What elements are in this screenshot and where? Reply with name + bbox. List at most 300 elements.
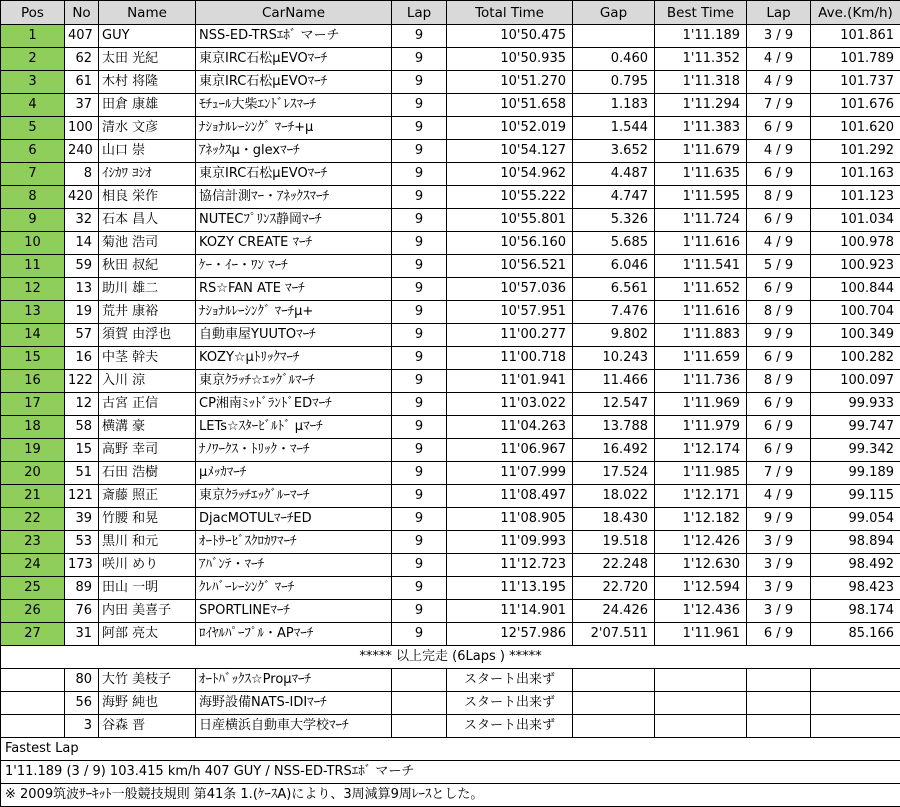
result-car-name: LETs☆ｽﾀｰﾋﾞﾙﾄﾞ μﾏｰﾁ — [196, 416, 392, 439]
result-gap: 1.544 — [573, 117, 655, 140]
footnote-row — [1, 784, 900, 807]
result-gap: 12.547 — [573, 393, 655, 416]
result-pos: 2 — [1, 48, 65, 71]
result-total-time: 12'57.986 — [447, 623, 573, 646]
result-best-lap: 7 / 9 — [747, 462, 811, 485]
result-best-time: 1'11.985 — [655, 462, 747, 485]
result-laps: 9 — [392, 577, 447, 600]
result-pos: 11 — [1, 255, 65, 278]
result-pos: 3 — [1, 71, 65, 94]
result-row — [1, 324, 900, 347]
result-laps: 9 — [392, 48, 447, 71]
result-best-lap: 4 / 9 — [747, 48, 811, 71]
result-average-speed: 101.676 — [811, 94, 900, 117]
result-driver-name: 山口 崇 — [99, 140, 196, 163]
result-pos: 16 — [1, 370, 65, 393]
result-average-speed: 100.844 — [811, 278, 900, 301]
result-number: 8 — [65, 163, 99, 186]
result-row — [1, 508, 900, 531]
result-best-time: 1'11.595 — [655, 186, 747, 209]
result-gap: 3.652 — [573, 140, 655, 163]
result-number: 58 — [65, 416, 99, 439]
result-laps: 9 — [392, 94, 447, 117]
result-driver-name: 相良 栄作 — [99, 186, 196, 209]
fastest-lap-label: Fastest Lap — [1, 738, 900, 761]
result-row — [1, 209, 900, 232]
result-car-name: SPORTLINEﾏｰﾁ — [196, 600, 392, 623]
result-total-time: 11'12.723 — [447, 554, 573, 577]
result-gap: 18.022 — [573, 485, 655, 508]
result-pos: 22 — [1, 508, 65, 531]
dns-pos-empty — [1, 692, 65, 715]
result-pos: 7 — [1, 163, 65, 186]
dns-row — [1, 692, 900, 715]
result-row — [1, 577, 900, 600]
result-total-time: 10'57.036 — [447, 278, 573, 301]
result-number: 37 — [65, 94, 99, 117]
fastest-lap-detail: 1'11.189 (3 / 9) 103.415 km/h 407 GUY / NSS-ED-TRSｴﾎﾞ マーチ — [1, 761, 900, 784]
result-number: 100 — [65, 117, 99, 140]
result-best-lap: 6 / 9 — [747, 439, 811, 462]
result-total-time: 10'56.521 — [447, 255, 573, 278]
result-gap: 6.046 — [573, 255, 655, 278]
result-laps: 9 — [392, 232, 447, 255]
dns-best-empty — [655, 715, 747, 738]
result-gap: 6.561 — [573, 278, 655, 301]
result-row — [1, 163, 900, 186]
header-average-speed: Ave.(Km/h) — [811, 1, 900, 25]
result-row — [1, 370, 900, 393]
result-driver-name: 助川 雄二 — [99, 278, 196, 301]
result-average-speed: 100.923 — [811, 255, 900, 278]
result-car-name: ｱﾊﾞﾝﾃ・ﾏｰﾁ — [196, 554, 392, 577]
dns-lap-empty — [392, 692, 447, 715]
dns-pos-empty — [1, 669, 65, 692]
result-car-name: ｱﾈｯｸｽμ・glexﾏｰﾁ — [196, 140, 392, 163]
result-car-name: ﾅｼｮﾅﾙﾚｰｼﾝｸﾞ ﾏｰﾁμ+ — [196, 301, 392, 324]
result-driver-name: 入川 涼 — [99, 370, 196, 393]
result-number: 122 — [65, 370, 99, 393]
result-car-name: KOZY CREATE ﾏｰﾁ — [196, 232, 392, 255]
result-gap: 13.788 — [573, 416, 655, 439]
result-average-speed: 85.166 — [811, 623, 900, 646]
header-gap: Gap — [573, 1, 655, 25]
result-best-time: 1'11.635 — [655, 163, 747, 186]
dns-pos-empty — [1, 715, 65, 738]
result-total-time: 10'50.935 — [447, 48, 573, 71]
result-row — [1, 600, 900, 623]
result-pos: 23 — [1, 531, 65, 554]
result-pos: 8 — [1, 186, 65, 209]
header-total-time: Total Time — [447, 1, 573, 25]
result-number: 15 — [65, 439, 99, 462]
header-row — [1, 1, 900, 25]
result-average-speed: 101.861 — [811, 25, 900, 48]
result-car-name: NUTECﾌﾟﾘﾝｽ静岡ﾏｰﾁ — [196, 209, 392, 232]
result-best-lap: 6 / 9 — [747, 209, 811, 232]
result-car-name: 東京ｸﾗｯﾁｴｯｸﾞﾙｰﾏｰﾁ — [196, 485, 392, 508]
result-total-time: 11'01.941 — [447, 370, 573, 393]
result-average-speed: 100.097 — [811, 370, 900, 393]
result-total-time: 11'06.967 — [447, 439, 573, 462]
result-laps: 9 — [392, 278, 447, 301]
result-driver-name: ｲｼｶﾜ ﾖｼｵ — [99, 163, 196, 186]
result-number: 32 — [65, 209, 99, 232]
result-best-time: 1'11.961 — [655, 623, 747, 646]
result-pos: 5 — [1, 117, 65, 140]
result-total-time: 11'03.022 — [447, 393, 573, 416]
result-car-name: ｹｰ・ｲｰ・ﾜﾝ ﾏｰﾁ — [196, 255, 392, 278]
result-best-lap: 8 / 9 — [747, 301, 811, 324]
result-driver-name: 黒川 和元 — [99, 531, 196, 554]
result-gap: 0.795 — [573, 71, 655, 94]
result-best-time: 1'12.182 — [655, 508, 747, 531]
result-laps: 9 — [392, 623, 447, 646]
result-driver-name: 田倉 康雄 — [99, 94, 196, 117]
result-car-name: 自動車屋YUUTOﾏｰﾁ — [196, 324, 392, 347]
result-number: 420 — [65, 186, 99, 209]
dns-driver-name: 谷森 晋 — [99, 715, 196, 738]
result-driver-name: 太田 光紀 — [99, 48, 196, 71]
result-pos: 15 — [1, 347, 65, 370]
result-laps: 9 — [392, 25, 447, 48]
result-laps: 9 — [392, 117, 447, 140]
result-row — [1, 462, 900, 485]
result-average-speed: 99.115 — [811, 485, 900, 508]
result-total-time: 11'00.277 — [447, 324, 573, 347]
result-laps: 9 — [392, 347, 447, 370]
result-average-speed: 98.492 — [811, 554, 900, 577]
result-best-time: 1'11.318 — [655, 71, 747, 94]
result-best-lap: 3 / 9 — [747, 25, 811, 48]
result-best-time: 1'12.426 — [655, 531, 747, 554]
result-best-lap: 8 / 9 — [747, 186, 811, 209]
result-gap: 7.476 — [573, 301, 655, 324]
result-average-speed: 100.282 — [811, 347, 900, 370]
dns-row — [1, 669, 900, 692]
result-average-speed: 101.789 — [811, 48, 900, 71]
result-laps: 9 — [392, 462, 447, 485]
result-average-speed: 100.978 — [811, 232, 900, 255]
result-car-name: 東京IRC石松μEVOﾏｰﾁ — [196, 71, 392, 94]
result-best-lap: 3 / 9 — [747, 577, 811, 600]
result-row — [1, 301, 900, 324]
dns-gap-empty — [573, 692, 655, 715]
result-pos: 27 — [1, 623, 65, 646]
result-number: 19 — [65, 301, 99, 324]
result-total-time: 10'51.270 — [447, 71, 573, 94]
dns-row — [1, 715, 900, 738]
fastest-lap-detail-row — [1, 761, 900, 784]
result-best-time: 1'11.679 — [655, 140, 747, 163]
result-row — [1, 416, 900, 439]
dns-status: スタート出来ず — [447, 715, 573, 738]
result-best-time: 1'11.659 — [655, 347, 747, 370]
result-driver-name: 高野 幸司 — [99, 439, 196, 462]
dns-car-name: 海野設備NATS-IDIﾏｰﾁ — [196, 692, 392, 715]
result-laps: 9 — [392, 485, 447, 508]
dns-status: スタート出来ず — [447, 669, 573, 692]
result-total-time: 11'08.905 — [447, 508, 573, 531]
result-best-lap: 9 / 9 — [747, 324, 811, 347]
result-number: 59 — [65, 255, 99, 278]
result-gap: 2'07.511 — [573, 623, 655, 646]
result-best-time: 1'11.352 — [655, 48, 747, 71]
result-average-speed: 101.123 — [811, 186, 900, 209]
result-laps: 9 — [392, 140, 447, 163]
dns-gap-empty — [573, 669, 655, 692]
result-row — [1, 71, 900, 94]
result-average-speed: 101.737 — [811, 71, 900, 94]
result-number: 407 — [65, 25, 99, 48]
footer-body — [1, 738, 900, 807]
result-row — [1, 393, 900, 416]
result-best-lap: 6 / 9 — [747, 117, 811, 140]
result-gap: 9.802 — [573, 324, 655, 347]
results-body — [1, 25, 900, 646]
result-laps: 9 — [392, 324, 447, 347]
result-driver-name: 木村 将隆 — [99, 71, 196, 94]
dns-bestlap-empty — [747, 669, 811, 692]
result-best-time: 1'11.724 — [655, 209, 747, 232]
result-average-speed: 99.189 — [811, 462, 900, 485]
header-pos: Pos — [1, 1, 65, 25]
result-gap: 18.430 — [573, 508, 655, 531]
result-gap: 10.243 — [573, 347, 655, 370]
header-name: Name — [99, 1, 196, 25]
result-best-time: 1'11.189 — [655, 25, 747, 48]
dns-ave-empty — [811, 692, 900, 715]
dns-number: 80 — [65, 669, 99, 692]
result-laps: 9 — [392, 209, 447, 232]
result-gap: 0.460 — [573, 48, 655, 71]
result-laps: 9 — [392, 554, 447, 577]
result-best-lap: 4 / 9 — [747, 232, 811, 255]
result-best-time: 1'11.979 — [655, 416, 747, 439]
result-row — [1, 439, 900, 462]
result-total-time: 11'04.263 — [447, 416, 573, 439]
result-total-time: 10'55.222 — [447, 186, 573, 209]
result-number: 173 — [65, 554, 99, 577]
result-average-speed: 98.174 — [811, 600, 900, 623]
result-average-speed: 101.292 — [811, 140, 900, 163]
header-best-lap: Lap — [747, 1, 811, 25]
dns-car-name: ｵｰﾄﾊﾞｯｸｽ☆Proμﾏｰﾁ — [196, 669, 392, 692]
result-best-time: 1'11.969 — [655, 393, 747, 416]
dns-bestlap-empty — [747, 715, 811, 738]
result-best-lap: 3 / 9 — [747, 600, 811, 623]
result-total-time: 11'00.718 — [447, 347, 573, 370]
result-number: 51 — [65, 462, 99, 485]
result-best-time: 1'11.652 — [655, 278, 747, 301]
header-carname: CarName — [196, 1, 392, 25]
result-row — [1, 531, 900, 554]
result-total-time: 10'57.951 — [447, 301, 573, 324]
result-total-time: 11'07.999 — [447, 462, 573, 485]
result-best-time: 1'12.594 — [655, 577, 747, 600]
result-row — [1, 140, 900, 163]
result-total-time: 10'50.475 — [447, 25, 573, 48]
result-total-time: 11'14.901 — [447, 600, 573, 623]
dns-lap-empty — [392, 715, 447, 738]
result-driver-name: 石田 浩樹 — [99, 462, 196, 485]
result-driver-name: 古宮 正信 — [99, 393, 196, 416]
result-pos: 21 — [1, 485, 65, 508]
result-best-lap: 4 / 9 — [747, 71, 811, 94]
result-total-time: 10'52.019 — [447, 117, 573, 140]
result-car-name: NSS-ED-TRSｴﾎﾞ マーチ — [196, 25, 392, 48]
result-gap: 4.747 — [573, 186, 655, 209]
result-total-time: 11'09.993 — [447, 531, 573, 554]
result-best-lap: 7 / 9 — [747, 94, 811, 117]
result-car-name: DjacMOTULﾏｰﾁED — [196, 508, 392, 531]
result-gap: 1.183 — [573, 94, 655, 117]
result-average-speed: 99.747 — [811, 416, 900, 439]
result-pos: 6 — [1, 140, 65, 163]
result-driver-name: 咲川 めり — [99, 554, 196, 577]
header-best-time: Best Time — [655, 1, 747, 25]
result-number: 12 — [65, 393, 99, 416]
result-pos: 1 — [1, 25, 65, 48]
result-driver-name: 内田 美喜子 — [99, 600, 196, 623]
result-pos: 14 — [1, 324, 65, 347]
result-car-name: CP湘南ﾐｯﾄﾞﾗﾝﾄﾞEDﾏｰﾁ — [196, 393, 392, 416]
footnote: ※ 2009筑波ｻｰｷｯﾄ一般競技規則 第41条 1.(ｹｰｽA)により、3周減算9周ﾚｰｽとした。 — [1, 784, 900, 807]
result-average-speed: 100.349 — [811, 324, 900, 347]
result-average-speed: 100.704 — [811, 301, 900, 324]
result-total-time: 10'56.160 — [447, 232, 573, 255]
result-gap: 16.492 — [573, 439, 655, 462]
result-best-time: 1'12.171 — [655, 485, 747, 508]
result-average-speed: 99.342 — [811, 439, 900, 462]
result-average-speed: 98.423 — [811, 577, 900, 600]
result-car-name: 協信計測ﾏｰ・ｱﾈｯｸｽﾏｰﾁ — [196, 186, 392, 209]
result-number: 39 — [65, 508, 99, 531]
result-car-name: 東京IRC石松μEVOﾏｰﾁ — [196, 48, 392, 71]
result-pos: 12 — [1, 278, 65, 301]
result-best-lap: 4 / 9 — [747, 485, 811, 508]
result-number: 53 — [65, 531, 99, 554]
result-car-name: 東京IRC石松μEVOﾏｰﾁ — [196, 163, 392, 186]
result-driver-name: 荒井 康裕 — [99, 301, 196, 324]
result-row — [1, 347, 900, 370]
result-best-time: 1'11.736 — [655, 370, 747, 393]
result-gap — [573, 25, 655, 48]
result-number: 61 — [65, 71, 99, 94]
dns-best-empty — [655, 692, 747, 715]
result-best-time: 1'11.883 — [655, 324, 747, 347]
result-pos: 19 — [1, 439, 65, 462]
result-average-speed: 101.034 — [811, 209, 900, 232]
result-gap: 4.487 — [573, 163, 655, 186]
result-row — [1, 94, 900, 117]
finish-note: ***** 以上完走 (6Laps ) ***** — [1, 646, 900, 669]
result-number: 240 — [65, 140, 99, 163]
result-laps: 9 — [392, 163, 447, 186]
dns-lap-empty — [392, 669, 447, 692]
result-driver-name: GUY — [99, 25, 196, 48]
result-car-name: ﾓﾁｭｰﾙ大柴ｴﾝﾄﾞﾚｽﾏｰﾁ — [196, 94, 392, 117]
result-pos: 20 — [1, 462, 65, 485]
result-best-lap: 6 / 9 — [747, 347, 811, 370]
result-car-name: ﾅｼｮﾅﾙﾚｰｼﾝｸﾞ ﾏｰﾁ+μ — [196, 117, 392, 140]
result-driver-name: 清水 文彦 — [99, 117, 196, 140]
extra-body — [1, 646, 900, 669]
result-row — [1, 48, 900, 71]
result-number: 31 — [65, 623, 99, 646]
result-number: 16 — [65, 347, 99, 370]
result-best-time: 1'12.630 — [655, 554, 747, 577]
result-row — [1, 186, 900, 209]
result-car-name: 東京ｸﾗｯﾁ☆ｴｯｸﾞﾙﾏｰﾁ — [196, 370, 392, 393]
result-row — [1, 255, 900, 278]
result-laps: 9 — [392, 531, 447, 554]
result-car-name: KOZY☆μﾄﾘｯｸﾏｰﾁ — [196, 347, 392, 370]
result-pos: 4 — [1, 94, 65, 117]
result-driver-name: 竹腰 和晃 — [99, 508, 196, 531]
result-row — [1, 117, 900, 140]
result-row — [1, 25, 900, 48]
result-laps: 9 — [392, 600, 447, 623]
result-driver-name: 田山 一明 — [99, 577, 196, 600]
result-driver-name: 中茎 幹夫 — [99, 347, 196, 370]
result-number: 13 — [65, 278, 99, 301]
result-total-time: 10'54.127 — [447, 140, 573, 163]
result-best-lap: 6 / 9 — [747, 416, 811, 439]
result-row — [1, 554, 900, 577]
result-row — [1, 623, 900, 646]
result-number: 121 — [65, 485, 99, 508]
result-best-time: 1'11.383 — [655, 117, 747, 140]
result-car-name: μﾒｯｶﾏｰﾁ — [196, 462, 392, 485]
result-total-time: 11'08.497 — [447, 485, 573, 508]
result-average-speed: 98.894 — [811, 531, 900, 554]
result-best-lap: 6 / 9 — [747, 163, 811, 186]
dns-number: 3 — [65, 715, 99, 738]
result-pos: 24 — [1, 554, 65, 577]
dns-status: スタート出来ず — [447, 692, 573, 715]
result-average-speed: 99.054 — [811, 508, 900, 531]
result-pos: 18 — [1, 416, 65, 439]
result-car-name: ﾛｲﾔﾙﾊﾟｰﾌﾟﾙ・APﾏｰﾁ — [196, 623, 392, 646]
result-average-speed: 99.933 — [811, 393, 900, 416]
result-best-lap: 9 / 9 — [747, 508, 811, 531]
dns-car-name: 日産横浜自動車大学校ﾏｰﾁ — [196, 715, 392, 738]
result-laps: 9 — [392, 301, 447, 324]
result-number: 76 — [65, 600, 99, 623]
result-driver-name: 横溝 豪 — [99, 416, 196, 439]
result-gap: 5.685 — [573, 232, 655, 255]
result-laps: 9 — [392, 439, 447, 462]
result-best-lap: 3 / 9 — [747, 531, 811, 554]
dns-gap-empty — [573, 715, 655, 738]
dns-body — [1, 669, 900, 738]
result-laps: 9 — [392, 508, 447, 531]
header-no: No — [65, 1, 99, 25]
result-pos: 9 — [1, 209, 65, 232]
result-pos: 25 — [1, 577, 65, 600]
result-pos: 13 — [1, 301, 65, 324]
result-number: 89 — [65, 577, 99, 600]
result-car-name: ｸﾚﾊﾞｰﾚｰｼﾝｸﾞ ﾏｰﾁ — [196, 577, 392, 600]
result-driver-name: 須賀 由浮也 — [99, 324, 196, 347]
result-driver-name: 菊池 浩司 — [99, 232, 196, 255]
result-laps: 9 — [392, 71, 447, 94]
result-best-time: 1'12.436 — [655, 600, 747, 623]
result-best-lap: 5 / 9 — [747, 255, 811, 278]
result-gap: 22.720 — [573, 577, 655, 600]
result-car-name: ﾅﾉﾜｰｸｽ・ﾄﾘｯｸ・ﾏｰﾁ — [196, 439, 392, 462]
